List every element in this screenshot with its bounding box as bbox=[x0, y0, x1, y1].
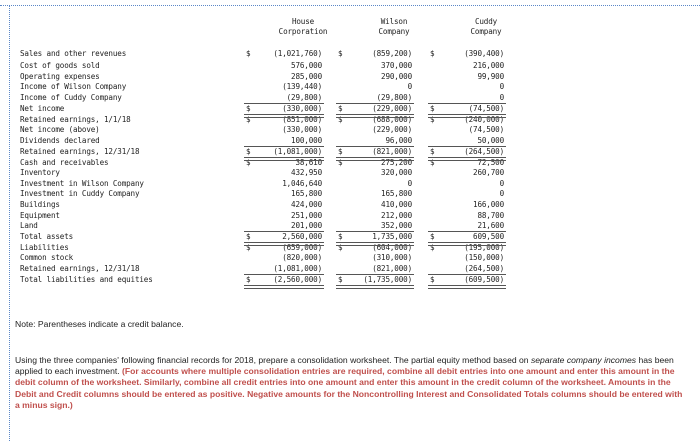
total-double-rule bbox=[428, 114, 506, 118]
cell-value: 320,000 bbox=[381, 168, 412, 177]
cell-value: (821,000) bbox=[372, 264, 412, 273]
dollar-sign: $ bbox=[246, 243, 251, 252]
row-label: Land bbox=[20, 221, 38, 230]
cell-value: (330,000) bbox=[282, 125, 322, 134]
dollar-sign: $ bbox=[246, 49, 251, 58]
cell-value: (688,000) bbox=[372, 115, 412, 124]
cell-value: (240,000) bbox=[464, 115, 504, 124]
cell-value: (659,000) bbox=[282, 243, 322, 252]
cell-value: 216,000 bbox=[473, 61, 504, 70]
row-label: Common stock bbox=[20, 253, 74, 262]
table-row bbox=[20, 264, 690, 274]
total-double-rule bbox=[336, 242, 414, 246]
dollar-sign: $ bbox=[430, 115, 435, 124]
cell-value: 424,000 bbox=[291, 200, 322, 209]
table-row bbox=[20, 275, 690, 285]
dollar-sign: $ bbox=[430, 243, 435, 252]
row-label: Dividends declared bbox=[20, 136, 100, 145]
cell-value: 609,500 bbox=[473, 232, 504, 241]
subtotal-rule bbox=[244, 274, 324, 275]
cell-value: (859,200) bbox=[372, 49, 412, 58]
total-double-rule bbox=[428, 285, 506, 289]
table-row bbox=[20, 104, 690, 114]
subtotal-rule bbox=[244, 231, 324, 232]
subtotal-rule bbox=[244, 146, 324, 147]
total-double-rule bbox=[244, 157, 324, 161]
cell-value: (1,081,000) bbox=[273, 147, 322, 156]
subtotal-rule bbox=[336, 274, 414, 275]
cell-value: 88,700 bbox=[477, 211, 504, 220]
cell-value: 410,000 bbox=[381, 200, 412, 209]
cell-value: 165,800 bbox=[291, 189, 322, 198]
subtotal-rule bbox=[428, 146, 506, 147]
cell-value: (1,021,760) bbox=[273, 49, 322, 58]
left-border bbox=[9, 5, 10, 441]
row-label: Inventory bbox=[20, 168, 60, 177]
cell-value: 38,610 bbox=[295, 158, 322, 167]
column-header-cuddy: Cuddy Company bbox=[470, 17, 502, 36]
cell-value: 290,000 bbox=[381, 72, 412, 81]
dollar-sign: $ bbox=[338, 275, 343, 284]
cell-value: 21,600 bbox=[477, 221, 504, 230]
cell-value: (264,500) bbox=[464, 147, 504, 156]
column-header-wilson: Wilson Company bbox=[378, 17, 410, 36]
table-row bbox=[20, 61, 690, 71]
dollar-sign: $ bbox=[246, 147, 251, 156]
cell-value: 0 bbox=[407, 179, 412, 188]
table-row bbox=[20, 147, 690, 157]
row-label: Liabilities bbox=[20, 243, 69, 252]
dollar-sign: $ bbox=[246, 104, 251, 113]
total-double-rule bbox=[336, 114, 414, 118]
cell-value: 1,046,640 bbox=[282, 179, 322, 188]
row-label: Retained earnings, 12/31/18 bbox=[20, 147, 140, 156]
table-row bbox=[20, 179, 690, 189]
row-label: Total liabilities and equities bbox=[20, 275, 153, 284]
row-label: Investment in Wilson Company bbox=[20, 179, 144, 188]
dollar-sign: $ bbox=[246, 115, 251, 124]
row-label: Equipment bbox=[20, 211, 60, 220]
top-border bbox=[0, 5, 700, 6]
cell-value: (1,081,000) bbox=[273, 264, 322, 273]
cell-value: (604,000) bbox=[372, 243, 412, 252]
subtotal-rule bbox=[428, 274, 506, 275]
table-row bbox=[20, 72, 690, 82]
cell-value: 96,000 bbox=[385, 136, 412, 145]
cell-value: 72,500 bbox=[477, 158, 504, 167]
row-label: Retained earnings, 12/31/18 bbox=[20, 264, 140, 273]
total-double-rule bbox=[428, 242, 506, 246]
row-label: Cost of goods sold bbox=[20, 61, 100, 70]
dollar-sign: $ bbox=[430, 275, 435, 284]
cell-value: 370,000 bbox=[381, 61, 412, 70]
total-double-rule bbox=[336, 285, 414, 289]
row-label: Total assets bbox=[20, 232, 74, 241]
dollar-sign: $ bbox=[430, 49, 435, 58]
cell-value: (229,000) bbox=[372, 104, 412, 113]
cell-value: 260,700 bbox=[473, 168, 504, 177]
column-header-house: House Corporation bbox=[278, 17, 328, 36]
cell-value: (851,000) bbox=[282, 115, 322, 124]
cell-value: (29,800) bbox=[376, 93, 412, 102]
subtotal-rule bbox=[428, 103, 506, 104]
table-row bbox=[20, 136, 690, 146]
financial-records-table bbox=[20, 17, 690, 307]
dollar-sign: $ bbox=[430, 104, 435, 113]
table-row bbox=[20, 93, 690, 103]
credit-balance-note: Note: Parentheses indicate a credit balance. bbox=[15, 319, 184, 329]
cell-value: (310,000) bbox=[372, 253, 412, 262]
dollar-sign: $ bbox=[338, 232, 343, 241]
subtotal-rule bbox=[244, 103, 324, 104]
dollar-sign: $ bbox=[246, 158, 251, 167]
total-double-rule bbox=[428, 157, 506, 161]
cell-value: 275,200 bbox=[381, 158, 412, 167]
row-label: Net income bbox=[20, 104, 65, 113]
cell-value: 0 bbox=[407, 82, 412, 91]
cell-value: (390,400) bbox=[464, 49, 504, 58]
cell-value: (821,000) bbox=[372, 147, 412, 156]
table-row bbox=[20, 221, 690, 231]
table-row bbox=[20, 211, 690, 221]
cell-value: 0 bbox=[499, 93, 504, 102]
table-row bbox=[20, 125, 690, 135]
table-row bbox=[20, 253, 690, 263]
row-label: Operating expenses bbox=[20, 72, 100, 81]
row-label: Income of Cuddy Company bbox=[20, 93, 122, 102]
dollar-sign: $ bbox=[338, 115, 343, 124]
cell-value: (229,000) bbox=[372, 125, 412, 134]
row-label: Income of Wilson Company bbox=[20, 82, 127, 91]
total-double-rule bbox=[244, 114, 324, 118]
dollar-sign: $ bbox=[338, 104, 343, 113]
cell-value: (74,500) bbox=[468, 104, 504, 113]
subtotal-rule bbox=[336, 103, 414, 104]
cell-value: (609,500) bbox=[464, 275, 504, 284]
cell-value: (820,000) bbox=[282, 253, 322, 262]
cell-value: 251,000 bbox=[291, 211, 322, 220]
dollar-sign: $ bbox=[246, 232, 251, 241]
cell-value: 0 bbox=[499, 179, 504, 188]
cell-value: (74,500) bbox=[468, 125, 504, 134]
cell-value: 166,000 bbox=[473, 200, 504, 209]
table-row bbox=[20, 232, 690, 242]
dollar-sign: $ bbox=[338, 243, 343, 252]
dollar-sign: $ bbox=[338, 49, 343, 58]
cell-value: 100,000 bbox=[291, 136, 322, 145]
cell-value: (1,735,000) bbox=[363, 275, 412, 284]
row-label: Sales and other revenues bbox=[20, 49, 127, 58]
row-label: Investment in Cuddy Company bbox=[20, 189, 140, 198]
instructions: Using the three companies' following financial records for 2018, prepare a consolidation worksheet. The partial equity method based on separate company incomes has been applied to each investment. (For accounts where multiple consolidation entries are required, combine all debit entries into one amount and enter this amount in the debit column of the worksheet. Similarly, combine all credit entries into one amount and enter this amount in the credit column of the worksheet. Amounts in the Debit and Credit columns should be entered as positive. Negative amounts for the Noncontrolling Interest and Consolidated Totals columns should be entered with a minus sign.) bbox=[15, 355, 683, 410]
cell-value: 2,560,000 bbox=[282, 232, 322, 241]
cell-value: (2,560,000) bbox=[273, 275, 322, 284]
total-double-rule bbox=[244, 242, 324, 246]
dollar-sign: $ bbox=[338, 147, 343, 156]
cell-value: 285,000 bbox=[291, 72, 322, 81]
cell-value: 0 bbox=[499, 189, 504, 198]
row-label: Cash and receivables bbox=[20, 158, 109, 167]
dollar-sign: $ bbox=[430, 147, 435, 156]
subtotal-rule bbox=[428, 231, 506, 232]
cell-value: 201,000 bbox=[291, 221, 322, 230]
cell-value: 432,950 bbox=[291, 168, 322, 177]
cell-value: 352,000 bbox=[381, 221, 412, 230]
dollar-sign: $ bbox=[246, 275, 251, 284]
cell-value: 0 bbox=[499, 82, 504, 91]
cell-value: 165,800 bbox=[381, 189, 412, 198]
cell-value: (195,000) bbox=[464, 243, 504, 252]
dollar-sign: $ bbox=[338, 158, 343, 167]
cell-value: 50,000 bbox=[477, 136, 504, 145]
row-label: Buildings bbox=[20, 200, 60, 209]
dollar-sign: $ bbox=[430, 232, 435, 241]
cell-value: 576,000 bbox=[291, 61, 322, 70]
cell-value: 1,735,000 bbox=[372, 232, 412, 241]
cell-value: 212,000 bbox=[381, 211, 412, 220]
cell-value: (330,000) bbox=[282, 104, 322, 113]
cell-value: (29,800) bbox=[286, 93, 322, 102]
total-double-rule bbox=[244, 285, 324, 289]
row-label: Retained earnings, 1/1/18 bbox=[20, 115, 131, 124]
row-label: Net income (above) bbox=[20, 125, 100, 134]
dollar-sign: $ bbox=[430, 158, 435, 167]
table-row bbox=[20, 189, 690, 199]
cell-value: (150,000) bbox=[464, 253, 504, 262]
table-row bbox=[20, 82, 690, 92]
cell-value: (264,500) bbox=[464, 264, 504, 273]
cell-value: 99,900 bbox=[477, 72, 504, 81]
cell-value: (139,440) bbox=[282, 82, 322, 91]
table-row bbox=[20, 49, 690, 59]
table-row bbox=[20, 168, 690, 178]
subtotal-rule bbox=[336, 231, 414, 232]
subtotal-rule bbox=[336, 146, 414, 147]
total-double-rule bbox=[336, 157, 414, 161]
table-row bbox=[20, 200, 690, 210]
